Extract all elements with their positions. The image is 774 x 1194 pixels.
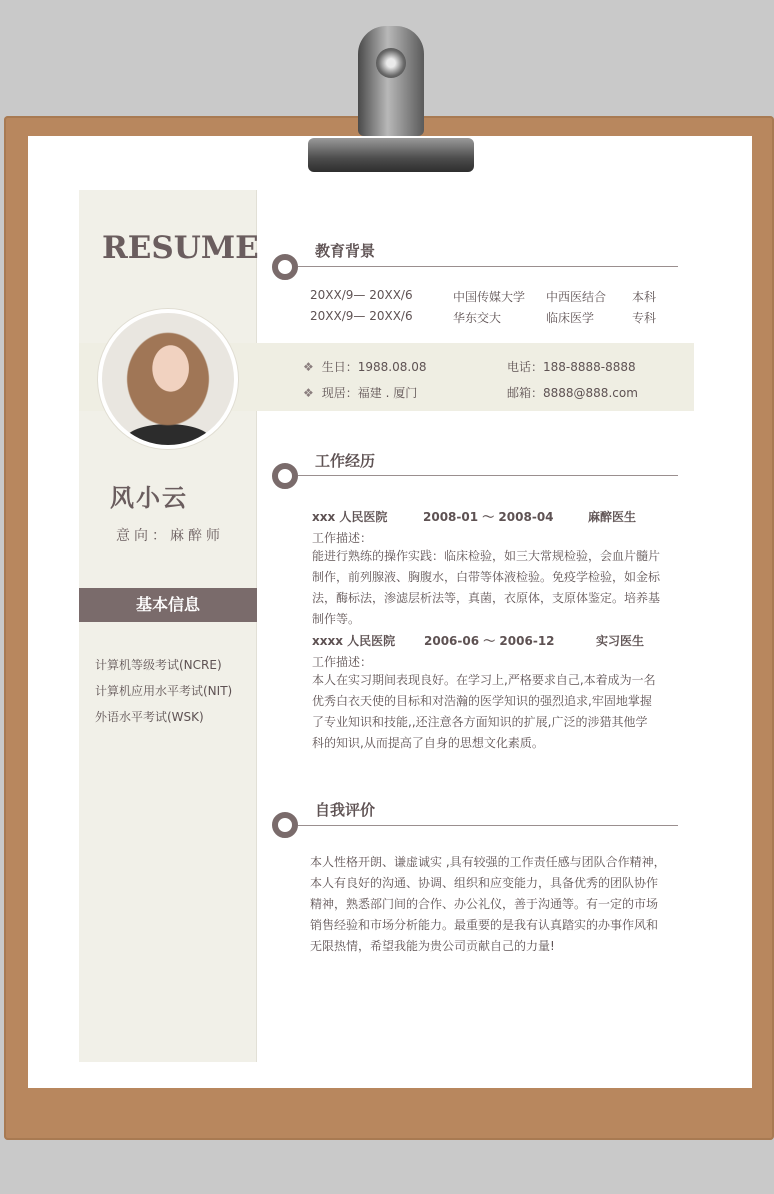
job-desc-label: 工作描述： <box>312 531 373 545</box>
education-period: 20XX/9— 20XX/6 <box>310 288 413 302</box>
education-school: 中国传媒大学 <box>453 290 526 304</box>
phone-info: 电话：188-8888-8888 <box>507 360 636 374</box>
job-company: xxx 人民医院 <box>312 510 388 524</box>
job-role: 实习医生 <box>596 634 645 648</box>
email-info: 邮箱：8888@888.com <box>507 386 638 400</box>
binder-clip-icon <box>358 26 424 136</box>
job-role: 麻醉医生 <box>588 510 637 524</box>
education-divider <box>298 266 678 267</box>
job-description: 能进行熟练的操作实践：临床检验，如三大常规检验，会血片髓片 制作，前列腺液、胸腹水，白带等体液检验。免疫学检验，如金标 法，酶标法，渗滤层析法等，真菌，衣原体，支原体鉴定。培养基 制作等。 <box>312 549 661 626</box>
education-ring-icon <box>272 254 298 280</box>
binder-clip-hole <box>376 48 406 78</box>
binder-clip-base <box>308 138 474 172</box>
birthday-info: ❖ 生日：1988.08.08 <box>303 360 427 374</box>
resume-title: RESUME <box>102 230 259 266</box>
self-eval-ring-icon <box>272 812 298 838</box>
education-major: 中西医结合 <box>546 290 607 304</box>
certificate-item: 计算机应用水平考试(NIT) <box>95 684 233 698</box>
work-ring-icon <box>272 463 298 489</box>
education-school: 华东交大 <box>453 311 502 325</box>
job-desc-label: 工作描述： <box>312 655 373 669</box>
job-intent: 意向：麻醉师 <box>116 528 224 544</box>
certificate-item: 外语水平考试(WSK) <box>95 710 204 724</box>
diamond-bullet-icon: ❖ <box>303 386 314 400</box>
work-title: 工作经历 <box>315 452 376 470</box>
certificate-item: 计算机等级考试(NCRE) <box>95 658 222 672</box>
job-description: 本人在实习期间表现良好。在学习上,严格要求自己,本着成为一名 优秀白衣天使的目标和对浩瀚的医学知识的强烈追求,牢固地掌握 了专业知识和技能,,还注意各方面知识的扩展,广泛的涉猎其他学 科的知识,从而提高了自身的思想文化素质。 <box>312 673 656 750</box>
education-degree: 本科 <box>632 290 657 304</box>
basic-info-header: 基本信息 <box>79 588 257 622</box>
education-period: 20XX/9— 20XX/6 <box>310 309 413 323</box>
avatar <box>98 309 238 449</box>
education-major: 临床医学 <box>546 311 595 325</box>
self-eval-title: 自我评价 <box>315 801 376 819</box>
job-company: xxxx 人民医院 <box>312 634 396 648</box>
work-divider <box>298 475 678 476</box>
job-period: 2008-01 ～ 2008-04 <box>423 510 554 524</box>
education-degree: 专科 <box>632 311 657 325</box>
diamond-bullet-icon: ❖ <box>303 360 314 374</box>
certificate-list <box>95 656 232 734</box>
self-eval-text: 本人性格开朗、谦虚诚实 ,具有较强的工作责任感与团队合作精神， 本人有良好的沟通、协调、组织和应变能力，具备优秀的团队协作 精神，熟悉部门间的合作、办公礼仪，善于沟通等。有一定的市场 销售经验和市场分析能力。最重要的是我有认真踏实的办事作风和 无限热情，希望我能为贵公司贡献自己的力量! <box>310 855 666 953</box>
candidate-name: 风小云 <box>110 484 188 512</box>
job-period: 2006-06 ～ 2006-12 <box>424 634 555 648</box>
residence-info: ❖ 现居：福建 . 厦门 <box>303 386 418 400</box>
self-eval-divider <box>298 825 678 826</box>
education-title: 教育背景 <box>315 242 376 260</box>
